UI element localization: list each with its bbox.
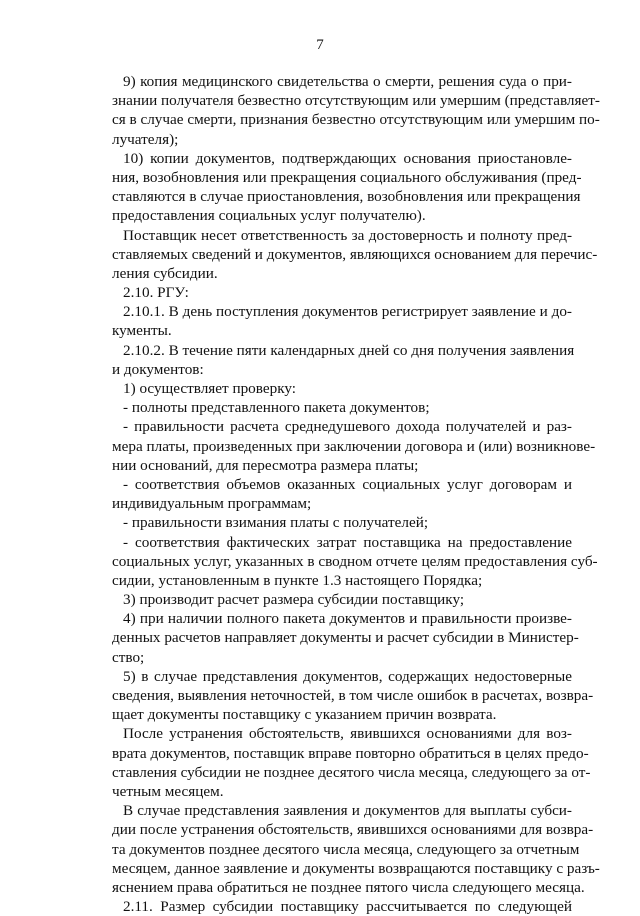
text-line: 1) осуществляет проверку: <box>123 380 296 397</box>
text-line: ставляются в случае приостановления, возобновления или прекращения <box>112 188 581 206</box>
text-line: знании получателя безвестно отсутствующим или умершим (представляет- <box>112 92 600 110</box>
text-line: Поставщик несет ответственность за достоверность и полноту пред- <box>123 226 572 244</box>
document-body <box>112 72 600 916</box>
text-line: кументы. <box>112 322 172 340</box>
text-line: 2.10.2. В течение пяти календарных дней со дня получения заявления <box>123 341 575 359</box>
text-line: 3) производит расчет размера субсидии поставщику; <box>123 591 465 609</box>
text-line: - соответствия фактических затрат поставщика на предоставление <box>123 533 572 551</box>
text-line: После устранения обстоятельств, явившихся основаниями для воз- <box>123 725 572 743</box>
text-line: ления субсидии. <box>112 264 218 282</box>
text-line: четным месяцем. <box>112 782 224 800</box>
text-line: ния, возобновления или прекращения социального обслуживания (пред- <box>112 168 582 186</box>
text-line: ство; <box>112 648 145 666</box>
text-line: 10) копии документов, подтверждающих основания приостановле- <box>123 149 572 167</box>
page-number: 7 <box>316 37 324 53</box>
text-line: 2.10.1. В день поступления документов регистрирует заявление и до- <box>123 303 572 321</box>
text-line: 9) копия медицинского свидетельства о смерти, решения суда о при- <box>123 73 572 90</box>
text-line: щает документы поставщику с указанием причин возврата. <box>112 706 497 724</box>
text-line: сидии, установленным в пункте 1.3 настоящего Порядка; <box>112 571 483 589</box>
text-line: врата документов, поставщик вправе повторно обратиться в целях предо- <box>112 744 589 762</box>
text-line: ставляемых сведений и документов, являющихся основанием для перечис- <box>112 245 598 263</box>
text-line: социальных услуг, указанных в сводном отчете целям предоставления суб- <box>112 552 598 570</box>
text-line: - соответствия объемов оказанных социальных услуг договорам и <box>123 475 572 493</box>
text-line: 4) при наличии полного пакета документов и правильности произве- <box>123 610 572 628</box>
text-line: индивидуальным программам; <box>112 495 312 513</box>
text-line: - правильности расчета среднедушевого дохода получателей и раз- <box>123 418 572 436</box>
text-line: и документов: <box>112 360 204 378</box>
text-line: предоставления социальных услуг получателю). <box>112 207 426 225</box>
text-line: яснением права обратиться не позднее пятого числа следующего месяца. <box>112 878 585 896</box>
text-line: 2.11. Размер субсидии поставщику рассчитывается по следующей <box>123 898 572 916</box>
text-line: лучателя); <box>112 130 179 148</box>
text-line: - полноты представленного пакета документов; <box>123 399 430 417</box>
text-line: денных расчетов направляет документы и расчет субсидии в Министер- <box>112 629 579 647</box>
text-line: 2.10. РГУ: <box>123 284 189 302</box>
text-line: нии оснований, для пересмотра размера платы; <box>112 456 419 474</box>
text-line: мера платы, произведенных при заключении договора и (или) возникнове- <box>112 437 596 455</box>
text-line: сведения, выявления неточностей, в том числе ошибок в расчетах, возвра- <box>112 687 594 704</box>
text-line: та документов позднее десятого числа месяца, следующего за отчетным <box>112 840 580 858</box>
text-line: ся в случае смерти, признания безвестно отсутствующим или умершим по- <box>112 111 600 129</box>
text-line: месяцем, данное заявление и документы возвращаются поставщику с разъ- <box>112 859 600 877</box>
text-line: В случае представления заявления и документов для выплаты субси- <box>123 802 572 820</box>
text-line: дии после устранения обстоятельств, явившихся основаниями для возвра- <box>112 821 594 839</box>
text-line: 5) в случае представления документов, содержащих недостоверные <box>123 667 572 685</box>
text-line: ставления субсидии не позднее десятого числа месяца, следующего за от- <box>112 763 591 781</box>
text-line: - правильности взимания платы с получателей; <box>123 514 429 532</box>
